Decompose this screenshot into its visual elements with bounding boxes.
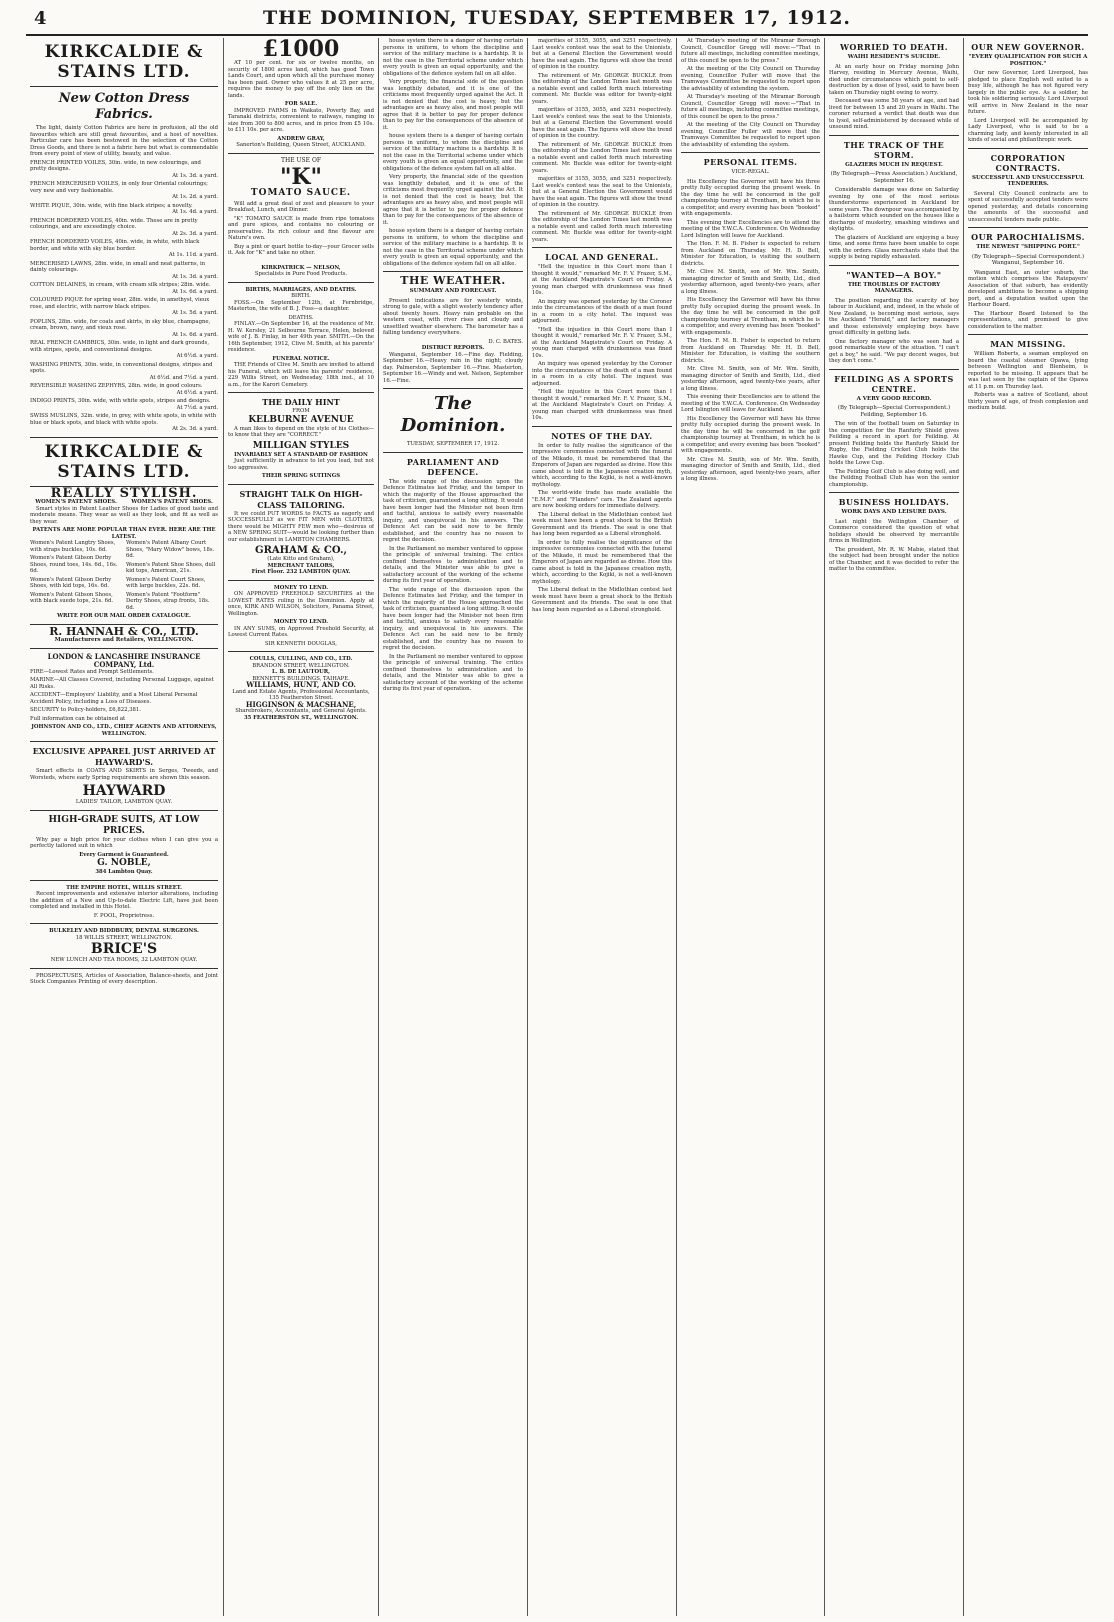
k-maker-sub: Specialists in Pure Food Products.	[254, 271, 348, 277]
column-7	[968, 38, 1088, 1612]
milligan-text: INVARIABLY SET A STANDARD OF FASHION	[234, 451, 368, 458]
fabric-name: REVERSIBLE WASHING ZEPHYRS, 28in. wide, in good colours.	[30, 383, 203, 389]
parliament-text-3: The wide range of the discussion upon the Defence Estimates last Friday, and the temper in which the majority of the House approached the task of criticism, guaranteed a long sitting. It would have been longer had the Minister not been firm and tactful, anxious to satisfy every reasonable inquiry, and unequivocal in his answers. The Defence Act can be said now to be firmly established, and the country has no reason to regret the decision.	[383, 586, 523, 651]
higginson-addr: 35 FEATHERSTON ST., WELLINGTON.	[243, 714, 359, 721]
article-top-5: majorities of 3155, 3055, and 3251 respectively. Last week's contest was the seat to the Unionists, but at a General Election the Government would have the seat again. The figures will show the trend of opinion in the country.	[532, 176, 672, 208]
kirkcaldie-header-2: KIRKCALDIE & STAINS LTD.	[44, 441, 204, 482]
straight-text: It we could PUT WORDS to FACTS as eagerly and SUCCESSFULLY as we FIT MEN with CLOTHES, there would be MIGHTY FEW men who—desirous of a NEW SPRING SUIT—would be looking further than our establishment in LAMBTON CHAMBERS.	[228, 510, 374, 543]
personal-text-9: His Excellency the Governor will have his three pretty fully occupied during the present week. In the day time he will be concerned in the golf championship tourney at Trentham, in which he is a competitor, and every evening has been "booked" with engagements.	[681, 415, 820, 454]
insurance-agent: JOHNSTON AND CO., LTD., CHIEF AGENTS AND ATTORNEYS, WELLINGTON.	[31, 724, 217, 737]
article-top-6: The retirement of Mr. GEORGE BUCKLE from the editorship of the London Times last month was a notable event and called forth much interesting comment. Mr. Buckle was editor for twenty-eight years.	[532, 210, 672, 243]
dental-title: BULKELEY AND BIDDBURY, DENTAL SURGEONS.	[49, 928, 199, 934]
insurance-line: ACCIDENT—Employers' Liability, and a Most Liberal Personal Accident Policy, including a Loss of Diseases.	[30, 692, 198, 705]
fabric-name: INDIGO PRINTS, 30in. wide, with white spots, stripes and designs.	[30, 398, 211, 404]
insurance-line: MARINE—All Classes Covered, including Personal Luggage, against All Risks.	[30, 677, 214, 690]
k-text-2: "K" TOMATO SAUCE is made from ripe tomatoes and pure spices, and contains no colouring or preservative. Its rich colour and fine flavour are Nature's own.	[228, 215, 374, 241]
parliament-text: The wide range of the discussion upon the Defence Estimates last Friday, and the temper in which the majority of the House approached the task of criticism, guaranteed a long sitting. It would have been longer had the Minister not been firm and tactful, anxious to satisfy every reasonable inquiry, and unequivocal in his answers. The Defence Act can be said now to be firmly established, and the country has no reason to regret the decision.	[383, 478, 523, 543]
wanted-text: AT 10 per cent. for six or twelve months, on security of 1800 acres land, which has good Town Lands Court, and upon which all the purchase money has been paid. Owner who values it at 25 per acre, requires the money to pay off the only lien on the lands.	[228, 60, 374, 99]
contracts-text: Several City Council contracts are to spent of successfully accepted tenders were opened yesterday, and details concerning the amounts of the successful and unsuccessful tenders made public.	[968, 190, 1088, 223]
notes-text-2: The world-wide trade has made available the "E.M.F." and "Flanders" cars. The Zealand agents are now booking orders for immediate delivery.	[532, 490, 672, 509]
fabric-name: POPLINS, 28in. wide, for coats and skirts, in sky blue, champagne, cream, brown, navy, and vieux rose.	[30, 318, 211, 331]
masthead	[26, 6, 1088, 36]
hannah-name: R. HANNAH & CO., LTD.	[49, 624, 199, 638]
personal-text-7: Mr. Clive M. Smith, son of Mr. Wm. Smith, managing director of Smith and Smith, Ltd., died yesterday afternoon, aged twenty-two years, after a long illness.	[681, 366, 820, 392]
article-top: At Thursday's meeting of the Miramar Borough Council, Councillor Gregg will move:—"That in future all meetings, including committee meetings, of this council be open to the press."	[681, 38, 820, 64]
shoe-item: Women's Patent Gibson Derby Shoes, with kid tops, 16s. 6d.	[30, 576, 112, 589]
cotton-intro: The light, dainty Cotton Fabrics are here in profusion, all the old favourites which are still great favourites, and a host of novelties. Particular care has been bestowed in the selection of the Cotton Dress Goods, and there is not a fabric here but what is commendable from every point of view of utility, beauty, and value.	[30, 125, 218, 157]
notes-text: In order to fully realise the significance of the impressive ceremonies connected with the funeral of the Mikado, it must be remembered that the Emperors of Japan are regarded as divine. How this came about is told in the Japanese creation myth, which, according to the Kojiki, is not a well-known mythology.	[532, 442, 672, 488]
fabric-name: SWISS MUSLINS, 32in. wide, in grey, with white spots, in white with blue or black spots, and black with white spots.	[30, 413, 217, 426]
governor-sub: "EVERY QUALIFICATION FOR SUCH A POSITION."	[968, 54, 1088, 67]
deaths-title: DEATHS.	[288, 314, 314, 321]
article-top-3: At Thursday's meeting of the Miramar Borough Council, Councillor Gregg will move:—"That in future all meetings, including committee meetings, of this council be open to the press."	[681, 94, 820, 120]
missing-title: MAN MISSING.	[990, 339, 1066, 349]
cotton-heading: New Cotton Dress Fabrics.	[58, 91, 190, 122]
fabric-price: At 1s. 3d. a yard.	[172, 172, 218, 179]
hint-from: FROM	[292, 408, 310, 414]
column-rule	[378, 38, 379, 1616]
fabric-name: COTTON DELAINES, in cream, with cream silk stripes; 28in. wide.	[30, 282, 211, 288]
sale-title: FOR SALE.	[284, 101, 318, 107]
bmd-title: BIRTHS, MARRIAGES, AND DEATHS.	[245, 286, 357, 293]
boy-text-2: One factory manager who was seen had a good remarkable view of the situation. "I can't get a boy," he said. "We pay decent wages, but they don't come."	[829, 338, 959, 364]
fabric-item	[30, 319, 218, 339]
notes-text-4: In order to fully realise the significance of the impressive ceremonies connected with the funeral of the Mikado, it must be remembered that the Emperors of Japan are regarded as divine. How this came about is told in the Japanese creation myth, which, according to the Kojiki, is not a well-known mythology.	[532, 539, 672, 585]
higginson-name: HIGGINSON & MACSHANE,	[245, 699, 357, 709]
personal-text-2: This evening their Excellencies are to attend the meeting of the Y.W.C.A. Conference. On Wednesday Lord Islington will leave for Auckland.	[681, 219, 820, 239]
shoe-item: Women's Patent "Footform" Derby Shoes, strap fronts, 18s. 6d.	[126, 591, 210, 611]
graham-name: GRAHAM & CO.,	[255, 545, 347, 556]
higginson-sub: Sharebrokers, Accountants, and General Agents.	[235, 708, 367, 714]
graham-role: MERCHANT TAILORS,	[267, 562, 335, 569]
money2-title: MONEY TO LEND.	[273, 619, 329, 625]
insurance-line: FIRE—Lowest Rates and Prompt Settlements.	[30, 668, 154, 675]
storm-text: Considerable damage was done on Saturday evening by one of the most serious thunderstorms experienced in Auckland for some years. The downpour was accompanied by a hailstorm which sounded on the houses like a discharge of musketry, smashing windows and skylights.	[829, 187, 959, 232]
governor-title: OUR NEW GOVERNOR.	[971, 42, 1085, 52]
fabric-price: At 1s. 3d. a yard.	[172, 273, 218, 280]
shoe-item: Women's Patent Gibson Shoes, with black suede tops, 21s. 6d.	[30, 591, 114, 604]
parochial-title: OUR PAROCHIALISMS.	[971, 232, 1085, 242]
exclusive-text: Smart effects in COATS AND SKIRTS in Serges, Tweeds, and Worsteds, where early Spring requirements are shown this season.	[30, 768, 218, 781]
hayward-sub: LADIES' TAILOR, LAMBTON QUAY.	[75, 799, 173, 805]
shoes-banner: PATENTS ARE MORE POPULAR THAN EVER. HERE ARE THE LATEST.	[32, 527, 216, 540]
hannah-sub: Manufacturers and Retailers, WELLINGTON.	[54, 637, 194, 643]
district-title: DISTRICT REPORTS.	[421, 345, 485, 351]
suits-title: HIGH-GRADE SUITS, AT LOW PRICES.	[48, 814, 200, 836]
worried-text: At an early hour on Friday morning John Harvey, residing in Mercury Avenue, Waihi, died under circumstances which point to self-destruction by a dose of lysol, said to have been taken on Thursday night owing to worry.	[829, 63, 959, 96]
dental-addr: 18 WILLIS STREET, WELLINGTON.	[75, 934, 173, 941]
parochial-text-2: The Harbour Board listened to the representations, and promised to give consideration to the matter.	[968, 310, 1088, 330]
feilding-sub: A VERY GOOD RECORD.	[856, 395, 932, 402]
shoe-item: Women's Patent Gibson Derby Shoes, round toes, 14s. 6d., 16s. 6d.	[30, 555, 118, 574]
graham-addr: First Floor. 232 LAMBTON QUAY.	[251, 569, 351, 575]
empire-title: THE EMPIRE HOTEL, WILLIS STREET.	[66, 884, 182, 891]
governor-text-2: Lord Liverpool will be accompanied by Lady Liverpool, who is said to be a charming lady, and keenly interested in all kinds of social and philanthropic work.	[968, 117, 1088, 143]
fabric-name: WASHING PRINTS, 30in. wide, in conventional designs, stripes and spots.	[30, 361, 213, 374]
boy-sub: THE TROUBLES OF FACTORY MANAGERS.	[847, 281, 941, 294]
personal-text-10: Mr. Clive M. Smith, son of Mr. Wm. Smith, managing director of Smith and Smith, Ltd., died yesterday afternoon, aged twenty-two years, after a long illness.	[681, 456, 820, 482]
shoe-item: Women's Patent Albany Court Shoes, "Mary Widow" bows, 18s. 6d.	[126, 540, 215, 559]
notes-title: NOTES OF THE DAY.	[551, 430, 653, 441]
article-top-2: Very properly, the financial side of the question was lengthily debated, and it is one of the criticisms most frequently urged against the Act. It is not denied that the cost is heavy, but the advantages are as heavy also, and most people will agree that it is better to pay for proper defence than to pay for the consequences of the absence of it.	[383, 79, 523, 131]
local-text-5: "Hell the injustice in this Court more than I thought it would," remarked Mr. F. V. Frazer, S.M., at the Auckland Magistrate's Court on Friday. A young man charged with drunkenness was fined 10s.	[532, 389, 672, 421]
personal-text: His Excellency the Governor will have his three pretty fully occupied during the present week. In the day time he will be concerned in the golf championship tourney at Trentham, in which he is a competitor, and every evening has been "booked" with engagements.	[681, 178, 820, 217]
article-top-4: The retirement of Mr. GEORGE BUCKLE from the editorship of the London Times last month was a notable event and called forth much interesting comment. Mr. Buckle was editor for twenty-eight years.	[532, 141, 672, 174]
page-number: 4	[34, 8, 47, 29]
milligan-title: MILLIGAN STYLES	[252, 440, 350, 451]
governor-text: Our new Governor, Lord Liverpool, has pledged to place English well suited to a busy life, although he has not figured very largely in the public eye. As a soldier, he took his soldiering seriously. Lord Liverpool will arrive in New Zealand in the near future.	[968, 70, 1088, 115]
graham-sub: (Late Kitto and Graham),	[267, 556, 335, 562]
column-2	[228, 38, 374, 1612]
article-top-2: The retirement of Mr. GEORGE BUCKLE from the editorship of the London Times last month was a notable event and called forth much interesting comment. Mr. Buckle was editor for twenty-eight years.	[532, 72, 672, 105]
brices-name: BRICE'S	[90, 941, 158, 957]
article-top-4: At the meeting of the City Council on Thursday evening, Councillor Fuller will move that the Tramways Committee be requested to report upon the advisability of extending the system.	[681, 122, 820, 148]
shoes-intro: Smart styles in Patent Leather Shoes for Ladies of good taste and moderate means. They wear as well as they look, and fit as well as they wear.	[30, 505, 218, 525]
feilding-text-2: The Feilding Golf Club is also doing well, and the Feilding Football Club has won the senior championship.	[829, 468, 959, 488]
parochial-byline: (By Telegraph—Special Correspondent.) Wanganui, September 16.	[971, 253, 1085, 266]
column-6	[829, 38, 959, 1612]
fabric-price: At 1s. 2d. a yard.	[172, 194, 218, 200]
personal-text-6: The Hon. F. M. B. Fisher is expected to return from Auckland on Thursday. Mr. H. D. Bell, Minister for Education, is visiting the southern districts.	[681, 338, 820, 364]
feilding-title: FEILDING AS A SPORTS CENTRE.	[834, 373, 954, 394]
k-letter: "K"	[279, 164, 323, 190]
fabric-item	[30, 398, 218, 411]
parliament-title: PARLIAMENT AND DEFENCE.	[406, 456, 500, 477]
money2-text: IN ANY SUMS, on Approved Freehold Security, at Lowest Current Rates.	[228, 625, 374, 638]
fabric-name: MERCERISED LAWNS, 28in. wide, in small and neat patterns, in dainty colourings.	[30, 260, 206, 273]
dominion-masthead: The Dominion.	[400, 393, 506, 436]
money2-sig: SIR KENNETH DOUGLAS,	[265, 640, 337, 647]
birth-text: FOSS.—On September 12th, at Fernbridge, Masterton, the wife of B. J. Foss—a daughter.	[228, 299, 374, 312]
weather-sub: SUMMARY AND FORECAST.	[409, 288, 497, 294]
fabric-item	[30, 181, 218, 201]
gray-name: ANDREW GRAY,	[277, 135, 325, 142]
hint-text: A man likes to depend on the style of his Clothes—to know that they are "CORRECT."	[228, 425, 374, 438]
fabric-price: At 1s. 6d. a yard.	[172, 331, 218, 338]
milligan-text-2: Just sufficiently in advance to let you lead, but not too aggressive.	[228, 458, 374, 471]
fabric-name: WHITE PIQUE, 30in. wide, with fine black stripes; a novelty.	[30, 202, 193, 209]
coulls-sub: BRANDON STREET, WELLINGTON.	[252, 662, 350, 669]
k-text-1: Will add a great deal of zest and pleasure to your Breakfast, Lunch, and Dinner.	[228, 200, 374, 213]
shoes-left-list	[30, 540, 122, 613]
stylish-heading: REALLY STYLISH.	[50, 485, 198, 501]
fabric-item	[30, 413, 218, 433]
insurance-lines	[30, 669, 218, 723]
fabric-name: FRENCH BORDERED VOILES, 40in. wide. These are in pretty colourings, and are exceedingly choice.	[30, 217, 198, 230]
storm-text-2: The glaziers of Auckland are enjoying a busy time, and some firms have been unable to cope with the orders. Glass merchants state that the supply is being rapidly exhausted.	[829, 234, 959, 260]
notes-text-5: The Liberal defeat in the Midlothian contest last week must have been a great shock to the British Government and its friends. The seat is one that has long been regarded as a Liberal stronghold.	[532, 587, 672, 613]
local-text-4: An inquiry was opened yesterday by the Coroner into the circumstances of the death of a man found in a room in a city hotel. The inquest was adjourned.	[532, 361, 672, 387]
article-top-3: majorities of 3155, 3055, and 3251 respectively. Last week's contest was the seat to the Unionists, but at a General Election the Government would have the seat again. The figures will show the trend of opinion in the country.	[532, 107, 672, 139]
shoe-item: Women's Patent Langtry Shoes, with straps buckles, 10s. 6d.	[30, 540, 116, 553]
coulls-name: COULLS, CULLING, AND CO., LTD.	[249, 656, 353, 662]
column-rule	[963, 38, 964, 1616]
shoes-footer: WRITE FOR OUR MAIL ORDER CATALOGUE.	[57, 613, 191, 619]
straight-title: STRAIGHT TALK On HIGH-CLASS TAILORING.	[239, 488, 363, 510]
fabric-price: At 7½d. a yard.	[176, 404, 218, 411]
fabric-price: At 6½d. a yard.	[176, 389, 218, 396]
storm-title: THE TRACK OF THE STORM.	[843, 139, 945, 160]
storm-sub: GLAZIERS MUCH IN REQUEST.	[845, 161, 943, 168]
contracts-title: CORPORATION CONTRACTS.	[990, 152, 1066, 173]
column-rule	[223, 38, 224, 1616]
weather-sig: D. C. BATES.	[488, 338, 523, 345]
fabric-price: At 2s. 3d. a yard.	[172, 426, 218, 432]
k-maker: KIRKPATRICK — NELSON,	[261, 264, 341, 271]
holiday-text-2: The president, Mr. R. W. Mabie, stated that the subject had been brought under the notice of the Chamber, and it was decided to refer the matter to the committee.	[829, 546, 959, 572]
williams-sub: Land and Estate Agents, Professional Accountants, 135 Featherston Street.	[232, 688, 370, 701]
boy-text: The position regarding the scarcity of boy labour in Auckland, and, indeed, in the whole of New Zealand, is becoming most serious, says the Auckland "Herald," and factory managers and those extensively employing boys have great difficulty in getting lads.	[829, 297, 959, 336]
funeral-title: FUNERAL NOTICE.	[272, 355, 330, 362]
gray-addr: Sanerton's Building, Queen Street, AUCKLAND.	[236, 142, 366, 148]
holiday-text: Last night the Wellington Chamber of Commerce considered the question of what holidays should be observed by mercantile firms in Wellington.	[829, 518, 959, 544]
birth-title: BIRTH.	[291, 293, 311, 299]
article-top-4: Very properly, the financial side of the question was lengthily debated, and it is one of the criticisms most frequently urged against the Act. It is not denied that the cost is heavy, but the advantages are as heavy also, and most people will agree that it is better to pay for proper defence than to pay for the consequences of the absence of it.	[383, 174, 523, 226]
noble-addr: 384 Lambton Quay.	[95, 869, 153, 875]
newspaper-title: THE DOMINION, TUESDAY, SEPTEMBER 17, 1912.	[262, 7, 852, 29]
article-top-3: house system there is a danger of having certain persons in uniform, to whom the discipline and service of the military machine is a hardship. It is not the case in the Territorial scheme under which every youth is given an equal opportunity, and the obligations of the defence system fall on all alike.	[383, 133, 523, 172]
shoes-left-title: WOMEN'S PATENT SHOES.	[35, 499, 117, 505]
worried-title: WORRIED TO DEATH.	[839, 42, 949, 52]
article-top: house system there is a danger of having certain persons in uniform, to whom the discipline and service of the military machine is a hardship. It is not the case in the Territorial scheme under which every youth is given an equal opportunity, and the obligations of the defence system fall on all alike.	[383, 38, 523, 77]
shoe-item: Women's Patent Court Shoes, with large buckles, 22s. 6d.	[126, 576, 206, 589]
fabric-name: COLOURED PIQUE for spring wear, 28in. wide, in amethyst, vieux rose, and electric, with narrow black stripes.	[30, 297, 210, 310]
fabric-list	[30, 160, 218, 433]
fabric-item	[30, 160, 218, 180]
funeral-text: THE Friends of Clive M. Smith are invited to attend his Funeral, which will leave his parents' residence, 229 Willis Street, on Wednesday, 18th inst., at 10 a.m., for the Karori Cemetery.	[228, 362, 374, 388]
district-text: Wanganui, September 16.—Fine day. Fielding, September 16.—Heavy rain in the night; cloudy day. Palmerston, September 16.—Fine. Masterton, September 16.—Windy and wet. Nelson, September 16.—Fine.	[383, 351, 523, 384]
fabric-item	[30, 203, 218, 216]
shoes-right-list	[126, 540, 218, 613]
noble-name: G. NOBLE,	[97, 858, 151, 868]
personal-text-4: Mr. Clive M. Smith, son of Mr. Wm. Smith, managing director of Smith and Smith, Ltd., died yesterday afternoon, aged twenty-two years, after a long illness.	[681, 269, 820, 295]
fabric-item	[30, 239, 218, 259]
fabric-item	[30, 261, 218, 281]
fabric-item	[30, 282, 218, 295]
kirkcaldie-header: KIRKCALDIE & STAINS LTD.	[44, 42, 204, 82]
personal-text-5: His Excellency the Governor will have his three pretty fully occupied during the present week. In the day time he will be concerned in the golf championship tourney at Trentham, in which he is a competitor, and every evening has been "booked" with engagements.	[681, 297, 820, 336]
weather-text: Present indications are for westerly winds, strong to gale, with a slight westerly tendency after about twenty hours. Heavy rain probable on the western coast, with river rises and cloudy and unsettled weather elsewhere. The barometer has a falling tendency everywhere.	[383, 297, 523, 336]
hint-title: THE DAILY HINT	[262, 397, 340, 407]
delautour-name: L. B. DE LAUTOUR,	[272, 669, 330, 675]
parliament-text-4: In the Parliament no member ventured to oppose the principle of universal training. The critics confined themselves to administration and to details, and the Minister was able to give a satisfactory account of the working of the scheme during its first year of operation.	[383, 653, 523, 692]
fabric-name: FRENCH BORDERED VOILES, 40in. wide, in white, with black border, and white with sky blue border.	[30, 239, 200, 252]
deaths-text: FINLAY.—On September 16, at the residence of Mr. H. W. Kersley, 21 Selbourne Terrace, Helen, beloved wife of J. B. Finlay, in her 49th year. SMITH.—On the 16th September, 1912, Clive M. Smith, at his parents' residence.	[228, 321, 374, 353]
fabric-price: At 6½d. a yard.	[176, 353, 218, 359]
contracts-sub: SUCCESSFUL AND UNSUCCESSFUL TENDERERS.	[972, 174, 1084, 187]
fabric-name: REAL FRENCH CAMBRICS, 30in. wide, in light and dark grounds, with stripes, spots, and conventional designs.	[30, 340, 210, 353]
personal-title: PERSONAL ITEMS.	[703, 157, 798, 167]
worried-sub: WAIHI RESIDENT'S SUICIDE.	[847, 54, 941, 60]
suits-text: Why pay a high price for your clothes when I can give you a perfectly tailored suit in which	[30, 836, 218, 849]
empire-text: Recent improvements and extensive interior alterations, including the addition of a New and Up-to-date Electric Lift, have just been completed and installed in this Hotel.	[30, 891, 218, 910]
column-rule	[824, 38, 825, 1616]
fabric-name: FRENCH PRINTED VOILES, 30in. wide, in new colourings, and pretty designs.	[30, 159, 201, 172]
feilding-byline: (By Telegraph—Special Correspondent.) Feilding, September 16.	[837, 405, 951, 418]
fabric-item	[30, 340, 218, 360]
parochial-sub: THE NEWEST "SHIPPING PORT."	[976, 244, 1080, 250]
column-rule	[527, 38, 528, 1616]
dominion-date: TUESDAY, SEPTEMBER 17, 1912.	[406, 441, 500, 447]
feilding-text: The win of the football team on Saturday in the competition for the Ranfurly Shield gives Feilding a record in sport for Feilding. At present Feilding holds the Ranfurly Shield for Rugby, the Fielding Cricket Club holds the Hawke Cup, and the Feilding Hockey Club holds the Lowe Cup.	[829, 421, 959, 466]
fabric-item	[30, 383, 218, 396]
parochial-text: Wanganui East, an outer suburb, the motion which comprises the Ratepayers' Association of that suburb, has evidently developed ambitions to become a shipping port, and a deputation waited upon the Harbour Board.	[968, 269, 1088, 308]
holiday-title: BUSINESS HOLIDAYS.	[838, 497, 950, 507]
k-use: THE USE OF	[280, 156, 322, 164]
article-top-5: house system there is a danger of having certain persons in uniform, to whom the discipline and service of the military machine is a hardship. It is not the case in the Territorial scheme under which every youth is given an equal opportunity, and the obligations of the defence system fall on all alike.	[383, 228, 523, 267]
insurance-line: Full information can be obtained at	[30, 715, 126, 722]
hint-place: KELBURNE AVENUE	[248, 414, 354, 425]
holiday-sub: WORK DAYS AND LEISURE DAYS.	[841, 509, 947, 515]
column-5	[681, 38, 820, 1612]
k-product: TOMATO SAUCE.	[250, 188, 352, 198]
missing-text-2: Roberts was a native of Scotland, about thirty years of age, of fresh complexion and medium build.	[968, 392, 1088, 411]
wanted-amount: £1000	[262, 38, 340, 62]
fabric-price: At 1s. 11d. a yard.	[168, 252, 218, 258]
delautour-sub: BENNETT'S BUILDINGS, TAIHAPE.	[252, 675, 350, 682]
brices-text: NEW LUNCH AND TEA ROOMS, 32 LAMBTON QUAY.	[50, 957, 198, 963]
money1-title: MONEY TO LEND.	[273, 584, 329, 591]
fabric-price: At 6½d. and 7½d. a yard.	[149, 374, 218, 381]
fabric-item	[30, 297, 218, 317]
fabric-name: FRENCH MERCERISED VOILES, in only four Oriental colourings; very new and very fashionable.	[30, 181, 208, 194]
missing-text: William Roberts, a seaman employed on board the coastal steamer Opawa, lying between Wellington and Blenheim, is reported to be missing. It appears that he was last seen by the captain of the Opawa at 11 p.m. on Thursday last.	[968, 351, 1088, 390]
exclusive-title: EXCLUSIVE APPAREL JUST ARRIVED AT HAYWARD'S.	[32, 746, 216, 767]
fabric-price: At 1s. 6d. a yard.	[172, 288, 218, 295]
fabric-price: At 1s. 4d. a yard.	[172, 209, 218, 215]
article-top-2: At the meeting of the City Council on Thursday evening, Councillor Fuller will move that the Tramways Committee be requested to report upon the advisability of extending the system.	[681, 66, 820, 92]
worried-text-2: Deceased was some 58 years of age, and had lived for between 15 and 20 years in Waihi. The coroner returned a verdict that death was due to lysol, self-administered by deceased while of unsound mind.	[829, 98, 959, 130]
personal-sub: VICE-REGAL.	[731, 169, 770, 175]
fabric-price: At 2s. 3d. a yard.	[172, 230, 218, 237]
fabric-item	[30, 362, 218, 382]
storm-byline: (By Telegraph—Press Association.) Auckland, September 16.	[830, 171, 958, 184]
shoe-item: Women's Patent Shoe Shoes, dull kid tops, American, 21s.	[126, 561, 216, 574]
fabric-item	[30, 218, 218, 238]
insurance-line: SECURITY to Policy-holders, £6,822,381.	[30, 707, 141, 713]
prospectus-text: PROSPECTUSES, Articles of Association, Balance-sheets, and Joint Stock Companies Printing of every description.	[30, 972, 218, 985]
weather-title: THE WEATHER.	[400, 274, 506, 287]
notes-text-3: The Liberal defeat in the Midlothian contest last week must have been a great shock to the British Government and its friends. The seat is one that has long been regarded as a Liberal stronghold.	[532, 511, 672, 537]
column-3	[383, 38, 523, 1612]
local-text-3: "Hell the injustice in this Court more than I thought it would," remarked Mr. F. V. Frazer, S.M., at the Auckland Magistrate's Court on Friday. A young man charged with drunkenness was fined 10s.	[532, 326, 672, 359]
milligan-price: THEIR SPRING SUITINGS	[261, 473, 341, 479]
article-top: majorities of 3155, 3055, and 3251 respectively. Last week's contest was the seat to the Unionists, but at a General Election the Government would have the seat again. The figures will show the trend of opinion in the country.	[532, 38, 672, 70]
personal-text-3: The Hon. F. M. B. Fisher is expected to return from Auckland on Thursday. Mr. H. D. Bell, Minister for Education, is visiting the southern districts.	[681, 241, 820, 267]
personal-text-8: This evening their Excellencies are to attend the meeting of the Y.W.C.A. Conference. On Wednesday Lord Islington will leave for Auckland.	[681, 394, 820, 413]
k-text-3: Buy a pint or quart bottle to-day—your Grocer sells it. Ask for "K" and take no other.	[228, 243, 374, 256]
williams-name: WILLIAMS, HUNT, AND CO.	[246, 680, 356, 689]
local-text: "Hell the injustice in this Court more than I thought it would," remarked Mr. F. V. Frazer, S.M., at the Auckland Magistrate's Court on Friday. A young man charged with drunkenness was fined 10s.	[532, 264, 672, 296]
suits-guarantee: Every Garment is Guaranteed.	[79, 851, 169, 858]
shoes-right-title: WOMEN'S PATENT SHOES.	[131, 499, 213, 505]
fabric-price: At 1s. 5d. a yard.	[172, 310, 218, 316]
boy-title: "WANTED—A BOY."	[846, 269, 942, 280]
local-text-2: An inquiry was opened yesterday by the Coroner into the circumstances of the death of a man found in a room in a city hotel. The inquest was adjourned.	[532, 298, 672, 324]
parliament-text-2: In the Parliament no member ventured to oppose the principle of universal training. The critics confined themselves to administration and to details, and the Minister was able to give a satisfactory account of the working of the scheme during its first year of operation.	[383, 545, 523, 584]
sale-text: IMPROVED FARMS in Waikato, Poverty Bay, and Taranaki districts, convenient to railways, ranging in size from 300 to 800 acres, and in price from £5 10s. to £11 10s. per acre.	[228, 107, 374, 133]
insurance-title: LONDON & LANCASHIRE INSURANCE COMPANY, Ltd.	[47, 651, 201, 669]
hayward-name: HAYWARD	[82, 783, 166, 799]
empire-sig: F. POOL, Proprietress.	[93, 912, 155, 919]
column-4	[532, 38, 672, 1612]
money1-text: ON APPROVED FREEHOLD SECURITIES at the LOWEST RATES ruling in the Dominion. Apply at once, KIRK AND WILSON, Solicitors, Panama Street, Wellington.	[228, 591, 374, 617]
local-title: LOCAL AND GENERAL.	[545, 252, 659, 262]
column-rule	[676, 38, 677, 1616]
column-1	[30, 38, 218, 1612]
